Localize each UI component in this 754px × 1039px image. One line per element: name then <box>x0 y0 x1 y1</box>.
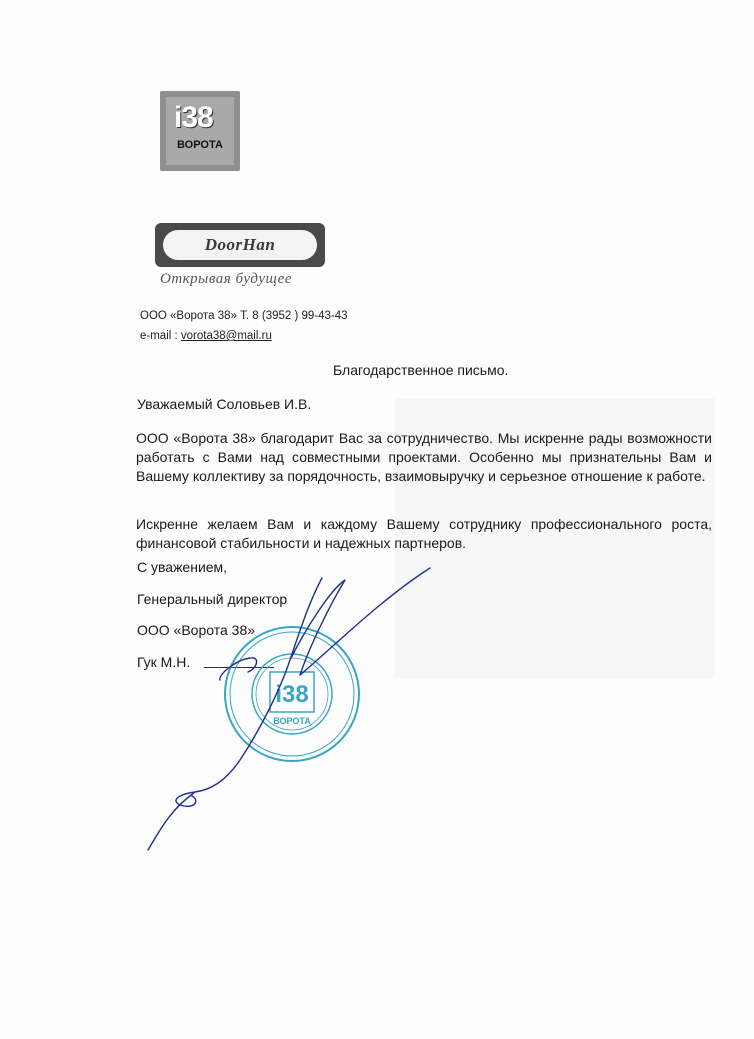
vorota38-logo <box>160 91 240 171</box>
stamp-number: i38 <box>275 681 309 708</box>
paragraph-2: Искренне желаем Вам и каждому Вашему сотруднику профессионального роста, финансовой стабильности и надежных партнеров. <box>136 516 712 551</box>
closing: С уважением, <box>137 559 228 575</box>
doorhan-logo <box>155 223 325 267</box>
email-label: e-mail : <box>140 330 181 342</box>
contact-phone: ООО «Ворота 38» Т. 8 (3952 ) 99-43-43 <box>140 310 348 322</box>
handwritten-signature <box>140 560 440 860</box>
logo-word: ВОРОТА <box>177 139 223 151</box>
signer-position: Генеральный директор <box>137 591 288 607</box>
email-link[interactable]: vorota38@mail.ru <box>180 330 272 342</box>
contact-email-line <box>140 330 272 342</box>
letter-title: Благодарственное письмо. <box>333 362 509 378</box>
paragraph-1: ООО «Ворота 38» благодарит Вас за сотрудничество. Мы искренне рады возможности работать с Вами над совместными проектами. Особенно мы признательны Вам и Вашему коллективу за порядочность, взаимовыручку и серьезное отношение к работе. <box>136 430 712 484</box>
signer-name: Гук М.Н. <box>137 654 191 670</box>
greeting: Уважаемый Соловьев И.В. <box>137 396 312 412</box>
doorhan-slogan: Открывая будущее <box>160 271 292 287</box>
logo-number: i38 <box>174 101 213 134</box>
doorhan-brand: DoorHan <box>204 235 276 254</box>
signer-company: ООО «Ворота 38» <box>137 622 256 638</box>
stamp-word: ВОРОТА <box>273 716 311 726</box>
